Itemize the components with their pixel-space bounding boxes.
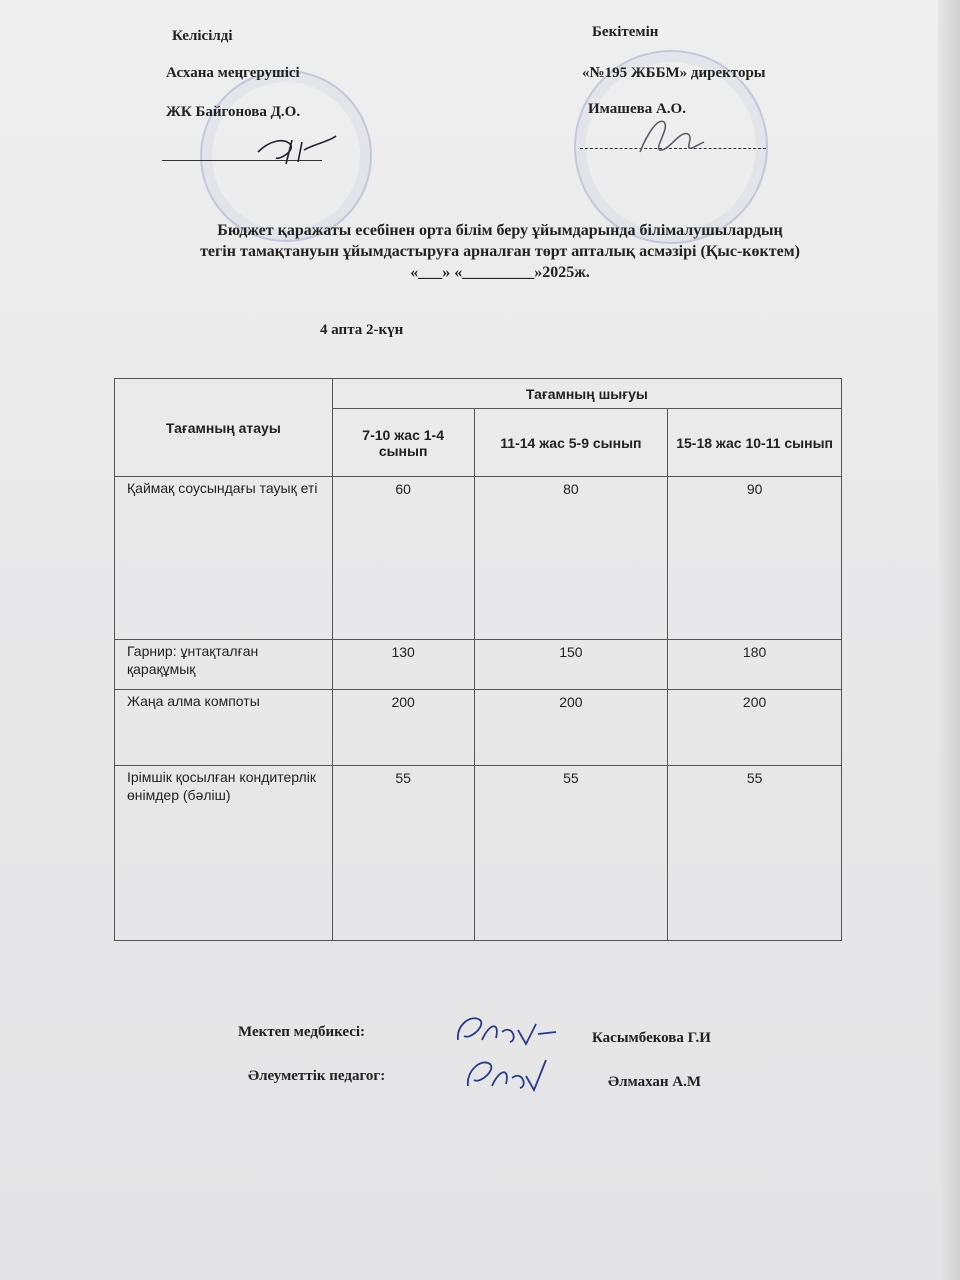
portion-value: 130 xyxy=(332,640,474,690)
portion-value: 55 xyxy=(332,766,474,941)
portion-value: 200 xyxy=(332,690,474,766)
portion-value: 150 xyxy=(474,640,668,690)
right-signature xyxy=(630,112,710,162)
week-day-label: 4 апта 2-күн xyxy=(320,322,404,338)
portion-value: 60 xyxy=(332,477,474,640)
portion-value: 55 xyxy=(474,766,668,941)
table-row xyxy=(115,477,842,640)
table-row xyxy=(115,640,842,690)
col-header-1: 7-10 жас 1-4 сынып xyxy=(332,409,474,477)
dish-name: Жаңа алма компоты xyxy=(115,690,333,766)
dish-name: Ірімшік қосылған кондитерлік өнімдер (бәліш) xyxy=(115,766,333,941)
approved-label: Бекітемін xyxy=(592,24,659,40)
group-header: Тағамның шығуы xyxy=(332,379,841,409)
col-header-3: 15-18 жас 10-11 сынып xyxy=(668,409,842,477)
pedagog-label: Әлеуметтік педагог: xyxy=(248,1068,386,1084)
pedagog-name: Әлмахан А.М xyxy=(608,1074,702,1090)
col-header-2: 11-14 жас 5-9 сынып xyxy=(474,409,668,477)
portion-value: 200 xyxy=(668,690,842,766)
document-date: «___» «_________»2025ж. xyxy=(410,264,590,281)
agreed-label: Келісілді xyxy=(172,28,233,44)
nurse-signature xyxy=(452,1010,562,1052)
menu-table xyxy=(114,378,842,941)
portion-value: 180 xyxy=(668,640,842,690)
left-position: Асхана меңгерушісі xyxy=(166,65,300,81)
col-name-header: Тағамның атауы xyxy=(115,379,333,477)
right-name: Имашева А.О. xyxy=(588,101,686,117)
portion-value: 200 xyxy=(474,690,668,766)
right-position: «№195 ЖББМ» директоры xyxy=(582,65,766,81)
nurse-name: Касымбекова Г.И xyxy=(592,1030,711,1046)
document-title-line1: Бюджет қаражаты есебінен орта білім беру ұйымдарында білімалушылардың xyxy=(217,222,783,239)
nurse-label: Мектеп медбикесі: xyxy=(238,1024,366,1040)
left-signature xyxy=(250,130,340,170)
portion-value: 80 xyxy=(474,477,668,640)
portion-value: 55 xyxy=(668,766,842,941)
table-row xyxy=(115,766,842,941)
table-row xyxy=(115,690,842,766)
dish-name: Гарнир: ұнтақталған қарақұмық xyxy=(115,640,333,690)
document-title-line2: тегін тамақтануын ұйымдастыруға арналған төрт апталық асмәзірі (Қыс-көктем) xyxy=(200,243,800,260)
left-name: ЖК Байгонова Д.О. xyxy=(166,104,301,120)
pedagog-signature xyxy=(462,1054,552,1096)
portion-value: 90 xyxy=(668,477,842,640)
dish-name: Қаймақ соусындағы тауық еті xyxy=(115,477,333,640)
page-edge xyxy=(938,0,960,1280)
